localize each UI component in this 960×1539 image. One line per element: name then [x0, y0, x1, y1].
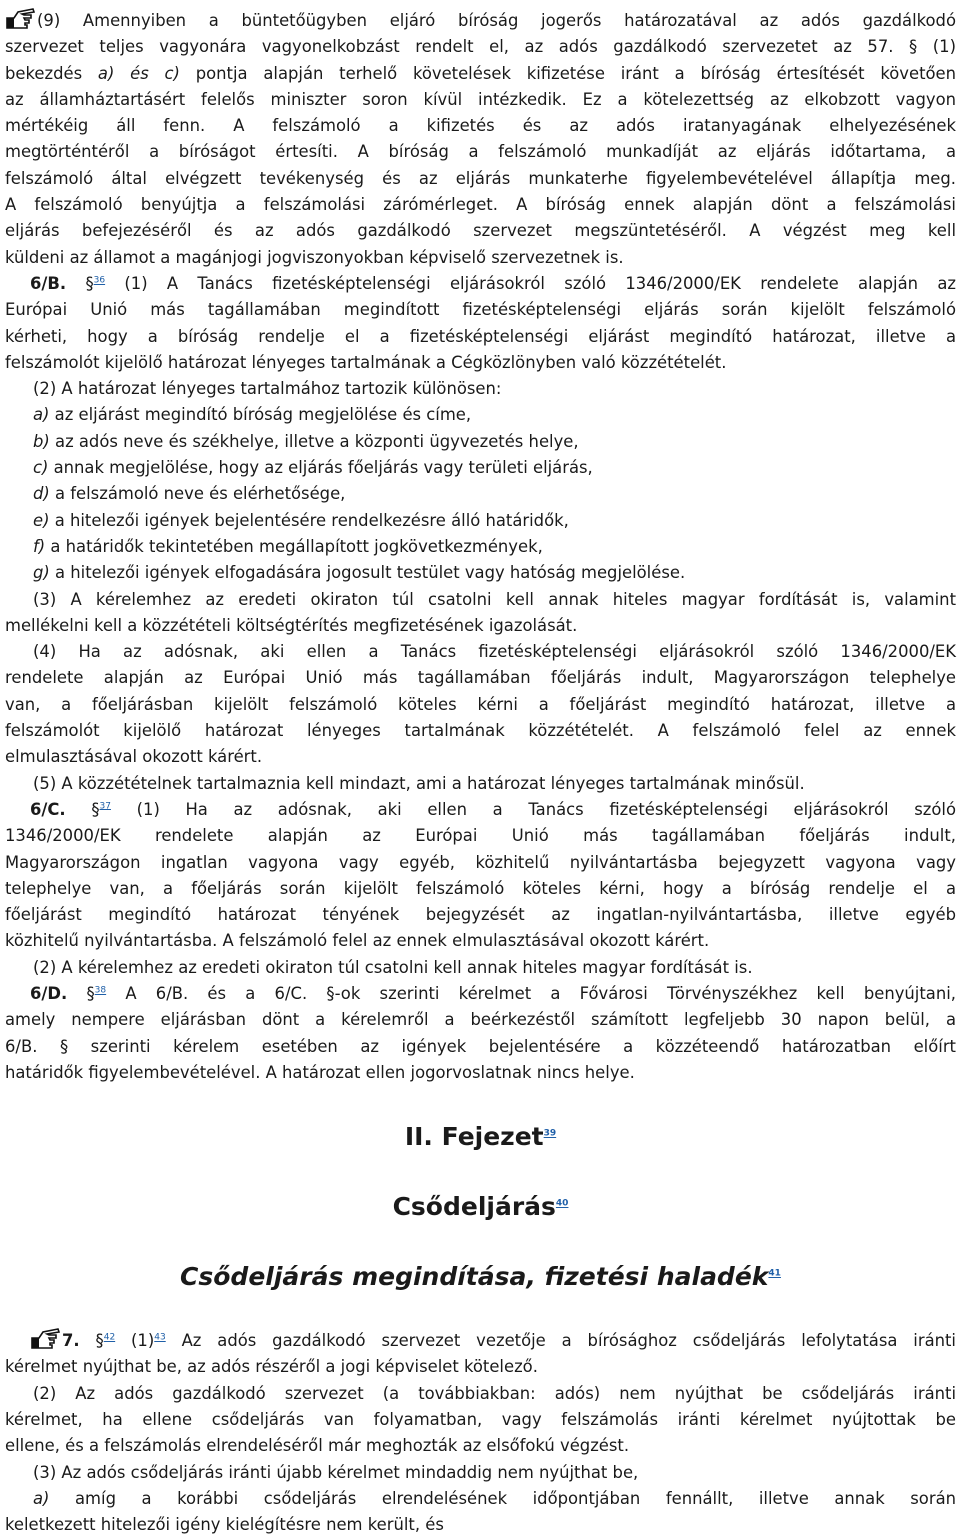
section-number: 6/B. [30, 273, 67, 293]
list-item: e) a hitelezői igények bejelentésére rendelkezésre álló határidők, [33, 510, 569, 530]
text-line: (2) A kérelemhez az eredeti okiraton túl csatolni kell annak hiteles magyar fordítását is. [33, 957, 753, 977]
list-item: b) az adós neve és székhelye, illetve a központi ügyvezetés helye, [33, 431, 579, 451]
text-line: Magyarországon ingatlan vagyona vagy egyéb, közhitelű nyilvántartásba bejegyzett vagyona vagy [5, 852, 956, 872]
list-item: d) a felszámoló neve és elérhetősége, [33, 484, 346, 504]
section-6b [5, 271, 956, 797]
list-item: a) az eljárást megindító bíróság megjelölése és címe, [33, 405, 472, 425]
text-line: amely nempere eljárásban dönt a kérelemről a beérkezéstől számított legfeljebb 30 napon belül, a [5, 1010, 956, 1030]
pointing-hand-icon[interactable] [5, 6, 35, 30]
text-line: kérelmet nyújthat be, az adós részéről a jogi képviselet kötelező. [5, 1357, 538, 1377]
text-line: eljárás befejezéséről és az adós gazdálkodó szervezet megszüntetéséről. A végzést meg kell [5, 221, 956, 241]
chapter-heading: II. Fejezet$^{39}$ [404, 1122, 557, 1152]
text-line: 6/B. § szerinti kérelem esetében az igények bejelentésére a közzéteendő határozatban előírt [5, 1036, 956, 1056]
section-7 [5, 1326, 956, 1538]
text-line: megtörténtéről a bíróságot értesíti. A bíróság a felszámoló munkadíját az eljárás időtartama, a [5, 142, 956, 162]
text-line: közhitelű nyilvántartásba. A felszámoló felel az ennek elmulasztásával okozott kárért. [5, 931, 710, 951]
text-line: 6/B. §$^{36}$ (1) A Tanács fizetésképtelenségi eljárásokról szóló 1346/2000/EK rendelete alapján az [30, 273, 956, 293]
list-item: g) a hitelezői igények elfogadására jogosult testület vagy hatóság megjelölése. [33, 563, 686, 583]
footnote-link[interactable]: 36 [93, 275, 106, 286]
subsection-title: Csődeljárás megindítása, fizetési haladék$^{41}$ [180, 1262, 781, 1292]
text-line: felszámoló által elvégzett tevékenység és az eljárás munkaterhe figyelembevételével állapítja meg. [5, 168, 956, 188]
text-line: 1346/2000/EK rendelete alapján az Európai Unió más tagállamában főeljárás indult, [5, 826, 956, 846]
text-line: keletkezett hitelezői igény kielégítésre nem került, és [5, 1515, 444, 1535]
text-line: ellene, és a felszámolás elrendeléséről már meghozták az elsőfokú végzést. [5, 1436, 630, 1456]
text-line: határidők figyelembevételével. A határozat ellen jogorvoslatnak nincs helye. [5, 1062, 635, 1082]
text-line: rendelete alapján az Európai Unió más tagállamában főeljárás indult, Magyarországon telephelye [5, 668, 956, 688]
pointing-hand-icon[interactable] [30, 1326, 60, 1350]
text-line: (4) Ha az adósnak, aki ellen a Tanács fizetésképtelenségi eljárásokról szóló 1346/2000/EK [33, 642, 956, 662]
text-line: kérelmet, ha ellene csődeljárás van folyamatban, vagy felszámolás iránti kérelmet nyújtottak be [5, 1410, 956, 1430]
section-number: 6/C. [30, 799, 66, 819]
footnote-link[interactable]: 37 [99, 801, 111, 812]
text-line: A felszámoló benyújtja a felszámolási zárómérleget. A bíróság ennek alapján dönt a felszámolási [5, 195, 956, 215]
footnote-link[interactable]: 41 [768, 1268, 781, 1279]
paragraph-9 [5, 6, 956, 271]
text-line: Európai Unió más tagállamában megindított fizetésképtelenségi eljárás során kijelölt felszámoló [5, 300, 956, 320]
footnote-link[interactable]: 38 [94, 985, 107, 996]
text-line: mértékéig áll fenn. A felszámoló a kifizetés és az adós iratanyagának elhelyezésének [5, 116, 956, 136]
text-line: elmulasztásával okozott kárért. [5, 747, 263, 767]
section-title: Csődeljárás$^{40}$ [392, 1192, 569, 1222]
text-line: 6/C. §$^{37}$ (1) Ha az adósnak, aki ellen a Tanács fizetésképtelenségi eljárásokról szóló [30, 799, 956, 819]
text-line: felszámolót kijelölő határozat lényeges tartalmának közzétételét. A felszámoló felel az ennek [5, 721, 956, 741]
text-line: bekezdés a) és c) pontja alapján terhelő követelések kifizetése iránt a bíróság értesítését követően [5, 63, 956, 83]
text-line: van, a főeljárásban kijelölt felszámoló köteles kérni a főeljárást megindító határozat, illetve a [5, 694, 956, 714]
text-line: mellékelni kell a közzétételi költségtérítés megfizetésének igazolását. [5, 615, 578, 635]
list-item: c) annak megjelölése, hogy az eljárás főeljárás vagy területi eljárás, [33, 458, 593, 478]
section-6c [5, 797, 956, 981]
text-line: (2) A határozat lényeges tartalmához tartozik különösen: [33, 379, 502, 399]
text-line: (2) Az adós gazdálkodó szervezet (a továbbiakban: adós) nem nyújthat be csődeljárás iránti [33, 1383, 956, 1403]
text-line: 7. §$^{42}$ $(1)^{43}$ Az adós gazdálkodó szervezet vezetője a bírósághoz csődeljárás lefolytatása iránti [5, 1326, 956, 1354]
footnote-link[interactable]: 40 [555, 1198, 569, 1209]
text-line: 6/D. §$^{38}$ A 6/B. és a 6/C. §-ok szerinti kérelmet a Fővárosi Törvényszékhez kell benyújtani, [30, 983, 956, 1003]
section-number: 7. [62, 1331, 80, 1351]
text-line: küldeni az államot a magánjogi jogviszonyokban képviselő szervezetnek is. [5, 247, 624, 267]
footnote-link[interactable]: 42 [103, 1332, 116, 1343]
text-line: felszámolót kijelölő határozat lényeges tartalmának a Cégközlönyben való közzétételét. [5, 352, 727, 372]
text-line: az államháztartásért felelős miniszter soron kívül intézkedik. Ez a kötelezettség az elkobzott vagyon [5, 89, 956, 109]
list-item: f) a határidők tekintetében megállapított jogkövetkezmények, [33, 536, 543, 556]
section-number: 6/D. [30, 983, 68, 1003]
text-line: kérheti, hogy a bíróság rendelje el a fizetésképtelenségi eljárást megindító határozat, illetve a [5, 326, 956, 346]
text-line: szervezet teljes vagyonára vagyonelkobzást rendelt el, az adós gazdálkodó szervezetet az 57. § (1) [5, 37, 956, 57]
list-item: a) amíg a korábbi csődeljárás elrendelésének időpontjában fennállt, illetve annak során [33, 1488, 956, 1508]
section-6d [5, 981, 956, 1086]
text-line: (9) Amennyiben a büntetőügyben eljáró bíróság jogerős határozatával az adós gazdálkodó [5, 6, 956, 34]
footnote-link[interactable]: 39 [543, 1128, 557, 1139]
text-line: főeljárást megindító határozat tényének bejegyzését az ingatlan-nyilvántartásba, illetve egyéb [5, 905, 956, 925]
footnote-link[interactable]: 43 [154, 1332, 166, 1343]
text-line: (5) A közzétételnek tartalmaznia kell mindazt, ami a határozat lényeges tartalmának minősül. [33, 773, 805, 793]
text-line: telephelye van, a főeljárás során kijelölt felszámoló köteles kérni, hogy a bíróság rendelje el a [5, 878, 956, 898]
text-line: (3) A kérelemhez az eredeti okiraton túl csatolni kell annak hiteles magyar fordítását is, valamint [33, 589, 956, 609]
text-line: (3) Az adós csődeljárás iránti újabb kérelmet mindaddig nem nyújthat be, [33, 1462, 639, 1482]
